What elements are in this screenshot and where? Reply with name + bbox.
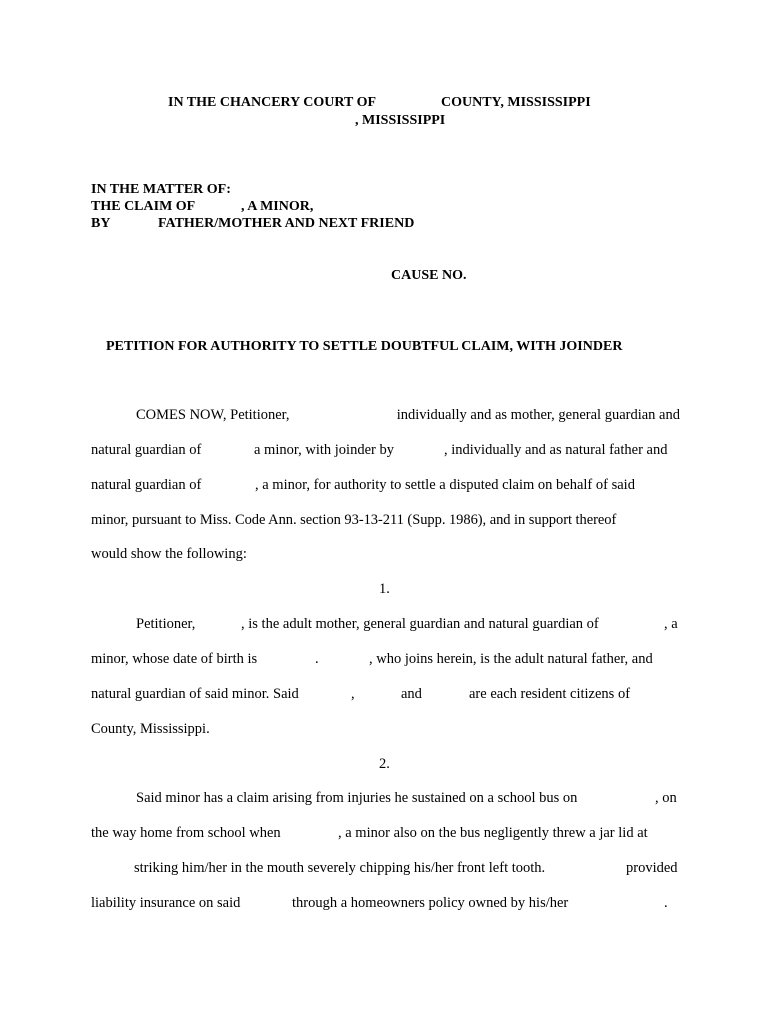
section-2-line-2b: , a minor also on the bus negligently threw a jar lid at (338, 825, 648, 841)
matter-line-3-left: BY (91, 216, 111, 231)
section-1-line-2a: minor, whose date of birth is (91, 651, 258, 667)
section-2-line-3a: striking him/her in the mouth severely chipping his/her front left tooth. (134, 860, 546, 876)
section-2-line-4c: . (664, 895, 668, 911)
intro-text: , a minor, for authority to settle a disputed claim on behalf of said (255, 477, 635, 493)
section-1-line-1a: Petitioner, (136, 616, 196, 632)
section-1-line-4: County, Mississippi. (91, 721, 210, 737)
section-2-line-2a: the way home from school when (91, 825, 281, 841)
section-1-line-2c: , who joins herein, is the adult natural father, and (369, 651, 653, 667)
petition-title: PETITION FOR AUTHORITY TO SETTLE DOUBTFUL CLAIM, WITH JOINDER (106, 339, 623, 354)
intro-line-2a: natural guardian of (91, 442, 202, 458)
section-2-line-1b: , on (655, 790, 677, 806)
section-1-line-2b: . (315, 651, 319, 667)
section-2-line-4b: through a homeowners policy owned by his/her (292, 895, 569, 911)
court-line-2: , MISSISSIPPI (355, 113, 446, 128)
section-1-line-3a: natural guardian of said minor. Said (91, 686, 299, 702)
intro-text: COMES NOW, Petitioner, (136, 407, 290, 423)
intro-line-2c: , individually and as natural father and (444, 442, 668, 458)
section-2-line-4a: liability insurance on said (91, 895, 241, 911)
section-2-number: 2. (379, 756, 390, 772)
intro-text: individually and as mother, general guardian and (396, 407, 680, 423)
intro-line-1 (136, 407, 680, 424)
section-2-line-1a: Said minor has a claim arising from injuries he sustained on a school bus on (136, 790, 578, 806)
section-1-line-1b: , is the adult mother, general guardian and natural guardian of (241, 616, 599, 632)
intro-line-5: would show the following: (91, 546, 247, 562)
cause-number: CAUSE NO. (391, 268, 467, 283)
section-2-line-3b: provided (626, 860, 678, 876)
matter-line-2-left: THE CLAIM OF (91, 199, 196, 214)
section-1-line-3d: are each resident citizens of (469, 686, 631, 702)
section-1-number: 1. (379, 581, 390, 597)
intro-line-3a: natural guardian of (91, 477, 202, 493)
matter-line-1: IN THE MATTER OF: (91, 182, 231, 197)
court-line-left: IN THE CHANCERY COURT OF (168, 95, 377, 110)
intro-line-3b (255, 477, 680, 494)
court-line-right: COUNTY, MISSISSIPPI (441, 95, 591, 110)
section-1-line-3b: , (351, 686, 355, 702)
matter-line-2-right: , A MINOR, (241, 199, 314, 214)
intro-line-2b: a minor, with joinder by (254, 442, 394, 458)
matter-line-3-right: FATHER/MOTHER AND NEXT FRIEND (158, 216, 415, 231)
section-1-line-1c: , a (664, 616, 678, 632)
section-1-line-3c: and (401, 686, 422, 702)
intro-line-4: minor, pursuant to Miss. Code Ann. section 93-13-211 (Supp. 1986), and in support thereof (91, 512, 617, 528)
